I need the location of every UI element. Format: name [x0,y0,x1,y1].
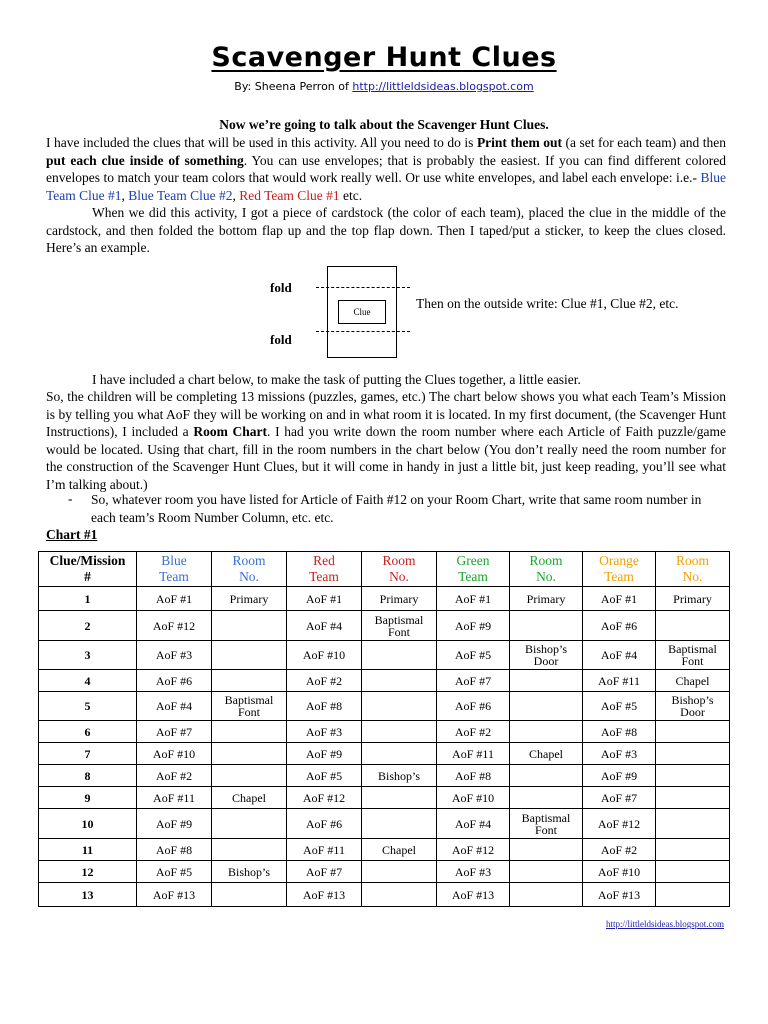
table-cell: AoF #10 [287,641,362,670]
table-cell: AoF #9 [287,743,362,765]
table-cell: AoF #8 [583,721,656,743]
table-cell: AoF #12 [137,611,212,641]
mission-number-cell: 13 [39,883,137,907]
fold-label-top: fold [270,280,292,295]
table-cell: Bishop’s Door [656,692,730,721]
table-cell [510,765,583,787]
table-cell: Bishop’s [212,861,287,883]
table-cell: AoF #4 [583,641,656,670]
chart-label: Chart #1 [46,527,98,542]
table-cell [212,765,287,787]
table-cell [656,721,730,743]
outside-instruction: Then on the outside write: Clue #1, Clue #2, etc. [416,296,679,311]
table-cell [656,809,730,839]
table-cell: AoF #7 [583,787,656,809]
table-cell [656,861,730,883]
table-cell: AoF #2 [287,670,362,692]
table-cell [362,787,437,809]
table-cell: AoF #6 [137,670,212,692]
table-row [39,839,730,861]
byline [0,80,768,93]
table-cell [362,692,437,721]
table-cell [510,883,583,907]
table-cell [212,611,287,641]
table-cell: AoF #13 [583,883,656,907]
mission-number-cell: 7 [39,743,137,765]
table-cell: AoF #10 [583,861,656,883]
table-row [39,641,730,670]
table-cell: AoF #10 [137,743,212,765]
mission-number-cell: 1 [39,587,137,611]
table-cell: AoF #12 [437,839,510,861]
table-cell [510,611,583,641]
table-cell [362,721,437,743]
header-red-team: Red Team [287,552,362,587]
table-cell [510,787,583,809]
table-cell: AoF #2 [583,839,656,861]
table-cell: AoF #13 [437,883,510,907]
cardstock-paragraph: When we did this activity, I got a piece of cardstock (the color of each team), placed the clue in the middle of the cardstock, and then folded the bottom flap up and the top flap down. Then I taped/put a sticker, to keep the clues closed. Here’s an example. [46,205,726,255]
table-cell: AoF #6 [583,611,656,641]
room-chart-paragraph: So, the children will be completing 13 missions (puzzles, games, etc.) The chart below shows you what each Team’s Mission is by telling you what AoF they will be working on and in what room it is located. In my first document, (the Scavenger Hunt Instructions), I included a Room Chart. I had you write down the room number where each Article of Faith puzzle/game would be located. Using that chart, fill in the room numbers in the chart below (You don’t really need the room number for the construction of the Scavenger Hunt Clues, but it will come in handy in just a little bit, just keep reading, you’ll see what I’m talking about.) [46,389,726,492]
table-cell: AoF #13 [137,883,212,907]
table-cell: Chapel [656,670,730,692]
table-cell: Baptismal Font [656,641,730,670]
table-cell: AoF #2 [137,765,212,787]
table-cell: AoF #1 [137,587,212,611]
table-cell [362,743,437,765]
clue-box: Clue [338,300,386,324]
mission-number-cell: 9 [39,787,137,809]
table-cell: AoF #12 [583,809,656,839]
table-cell: AoF #3 [583,743,656,765]
bullet-dash: - [68,491,73,506]
table-cell: AoF #8 [437,765,510,787]
table-cell: AoF #9 [437,611,510,641]
table-cell: AoF #13 [287,883,362,907]
table-cell [362,883,437,907]
table-cell: AoF #4 [137,692,212,721]
header-red-room: Room No. [362,552,437,587]
table-cell [362,861,437,883]
table-cell [212,670,287,692]
table-cell: Baptismal Font [510,809,583,839]
table-cell [510,721,583,743]
table-cell: AoF #5 [137,861,212,883]
table-cell [656,743,730,765]
table-cell: AoF #8 [287,692,362,721]
mission-number-cell: 5 [39,692,137,721]
table-cell: AoF #3 [287,721,362,743]
table-cell [656,611,730,641]
table-row [39,692,730,721]
table-cell: AoF #6 [287,809,362,839]
table-cell: AoF #11 [287,839,362,861]
table-row [39,721,730,743]
table-cell: AoF #7 [287,861,362,883]
table-cell: AoF #9 [137,809,212,839]
table-cell [212,743,287,765]
table-cell: AoF #7 [437,670,510,692]
table-row [39,765,730,787]
table-cell: AoF #10 [437,787,510,809]
table-cell: AoF #4 [437,809,510,839]
table-cell [656,839,730,861]
table-cell: AoF #5 [437,641,510,670]
header-blue-team: Blue Team [137,552,212,587]
clue-chart [38,551,730,907]
bullet-text: So, whatever room you have listed for Article of Faith #12 on your Room Chart, write that same room number in each team’s Room Number Column, etc. etc. [91,492,702,525]
mission-number-cell: 12 [39,861,137,883]
table-cell [212,883,287,907]
table-row [39,861,730,883]
table-cell: AoF #3 [437,861,510,883]
table-cell [510,839,583,861]
table-cell [362,809,437,839]
header-green-team: Green Team [437,552,510,587]
table-row [39,670,730,692]
table-cell [510,670,583,692]
chart-intro-paragraph: I have included a chart below, to make the task of putting the Clues together, a little easier. [92,372,581,387]
table-row [39,743,730,765]
header-green-room: Room No. [510,552,583,587]
mission-number-cell: 6 [39,721,137,743]
mission-number-cell: 2 [39,611,137,641]
table-cell [656,883,730,907]
header-blue-room: Room No. [212,552,287,587]
table-cell [212,641,287,670]
header-clue-mission: Clue/Mission # [39,552,137,587]
table-cell: Primary [362,587,437,611]
table-cell [656,787,730,809]
table-cell: Primary [212,587,287,611]
table-cell: AoF #4 [287,611,362,641]
mission-number-cell: 10 [39,809,137,839]
table-cell: AoF #5 [287,765,362,787]
mission-number-cell: 11 [39,839,137,861]
fold-label-bottom: fold [270,332,292,347]
table-cell: AoF #1 [437,587,510,611]
table-row [39,587,730,611]
table-row [39,787,730,809]
table-cell: AoF #2 [437,721,510,743]
table-cell: Bishop’s [362,765,437,787]
chart-header-row [39,552,730,587]
blog-link[interactable]: http://littleldsideas.blogspot.com [352,80,534,93]
table-cell: AoF #3 [137,641,212,670]
footer-link[interactable]: http://littleldsideas.blogspot.com [606,919,724,929]
table-cell: Chapel [510,743,583,765]
mission-number-cell: 8 [39,765,137,787]
table-cell: Primary [656,587,730,611]
table-cell: AoF #1 [287,587,362,611]
table-cell [212,839,287,861]
table-row [39,611,730,641]
table-cell [656,765,730,787]
mission-number-cell: 4 [39,670,137,692]
table-cell: Chapel [212,787,287,809]
table-cell [362,670,437,692]
intro-paragraph: I have included the clues that will be used in this activity. All you need to do is Print them out (a set for each team) and then put each clue inside of something. You can use envelopes; that is probably the easiest. If you can find different colored envelopes to match your team colors that would work really well. Or use white envelopes, and label each envelope: i.e.- Blue Team Clue #1, Blue Team Clue #2, Red Team Clue #1 etc. [46,135,726,203]
section-heading: Now we’re going to talk about the Scavenger Hunt Clues. [219,117,549,132]
table-row [39,883,730,907]
table-cell: Primary [510,587,583,611]
table-cell: AoF #11 [583,670,656,692]
table-cell: AoF #5 [583,692,656,721]
table-cell: Bishop’s Door [510,641,583,670]
table-cell: AoF #9 [583,765,656,787]
table-row [39,809,730,839]
table-cell: Chapel [362,839,437,861]
table-cell: AoF #11 [137,787,212,809]
table-cell [212,721,287,743]
table-cell: AoF #12 [287,787,362,809]
table-cell [510,861,583,883]
header-orange-team: Orange Team [583,552,656,587]
table-cell: AoF #7 [137,721,212,743]
chart-body [39,587,730,907]
table-cell: Baptismal Font [212,692,287,721]
table-cell [362,641,437,670]
table-cell: AoF #11 [437,743,510,765]
table-cell: Baptismal Font [362,611,437,641]
table-cell [212,809,287,839]
mission-number-cell: 3 [39,641,137,670]
header-orange-room: Room No. [656,552,730,587]
byline-prefix: By: Sheena Perron of [234,80,353,93]
table-cell [510,692,583,721]
page-title: Scavenger Hunt Clues [211,42,557,73]
table-cell: AoF #8 [137,839,212,861]
table-cell: AoF #1 [583,587,656,611]
table-cell: AoF #6 [437,692,510,721]
